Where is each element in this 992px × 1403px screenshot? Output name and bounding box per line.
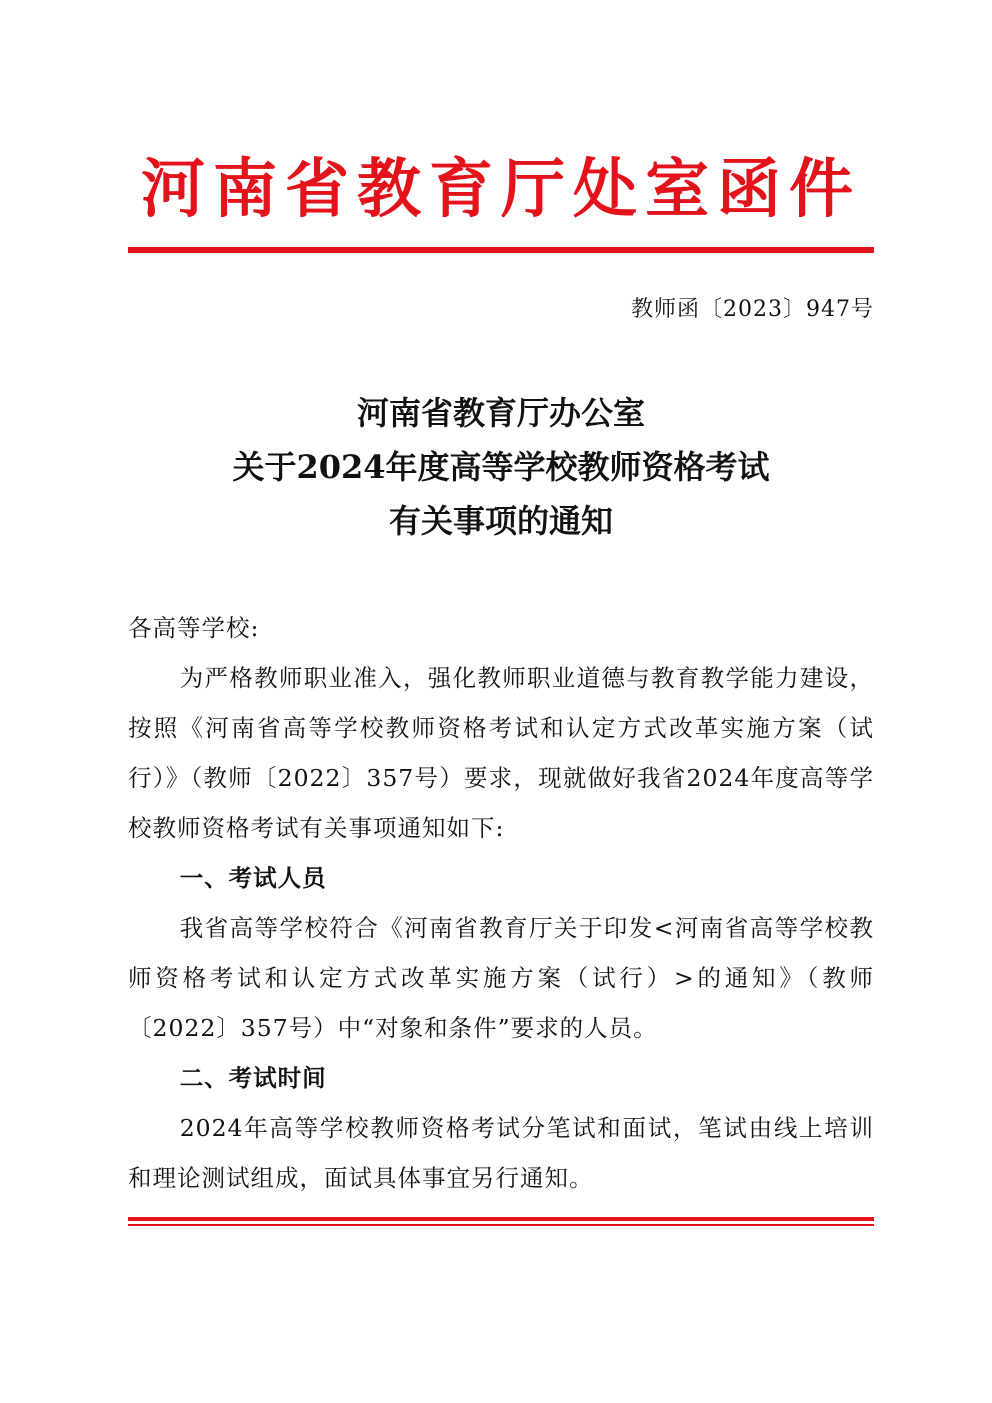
intro-paragraph: 为严格教师职业准入，强化教师职业道德与教育教学能力建设，按照《河南省高等学校教师资格考试和认定方式改革实施方案（试行）》（教师〔2022〕357号）要求，现就做好我省2024年度高等学校教师资格考试有关事项通知如下: (128, 664, 874, 842)
footer-rule (128, 1217, 874, 1226)
section-2-heading: 二、考试时间 (179, 1064, 327, 1092)
masthead-title: 河南省教育厅处室函件 (141, 152, 861, 227)
title-line-2: 关于2024年度高等学校教师资格考试 (232, 448, 770, 486)
section-2-paragraph: 2024年高等学校教师资格考试分笔试和面试，笔试由线上培训和理论测试组成，面试具体事宜另行通知。 (128, 1114, 874, 1192)
title-line-1: 河南省教育厅办公室 (356, 394, 645, 432)
document-number: 教师函〔2023〕947号 (631, 297, 874, 322)
notice-body (128, 603, 874, 1203)
header-rule (128, 247, 874, 253)
notice-title (128, 386, 874, 548)
footer-rule-thin (128, 1224, 874, 1226)
section-1-heading: 一、考试人员 (179, 864, 327, 892)
salutation: 各高等学校: (128, 614, 260, 642)
section-1-paragraph: 我省高等学校符合《河南省教育厅关于印发<河南省高等学校教师资格考试和认定方式改革实施方案（试行）>的通知》（教师〔2022〕357号）中“对象和条件”要求的人员。 (128, 914, 874, 1042)
title-line-3: 有关事项的通知 (388, 502, 613, 540)
